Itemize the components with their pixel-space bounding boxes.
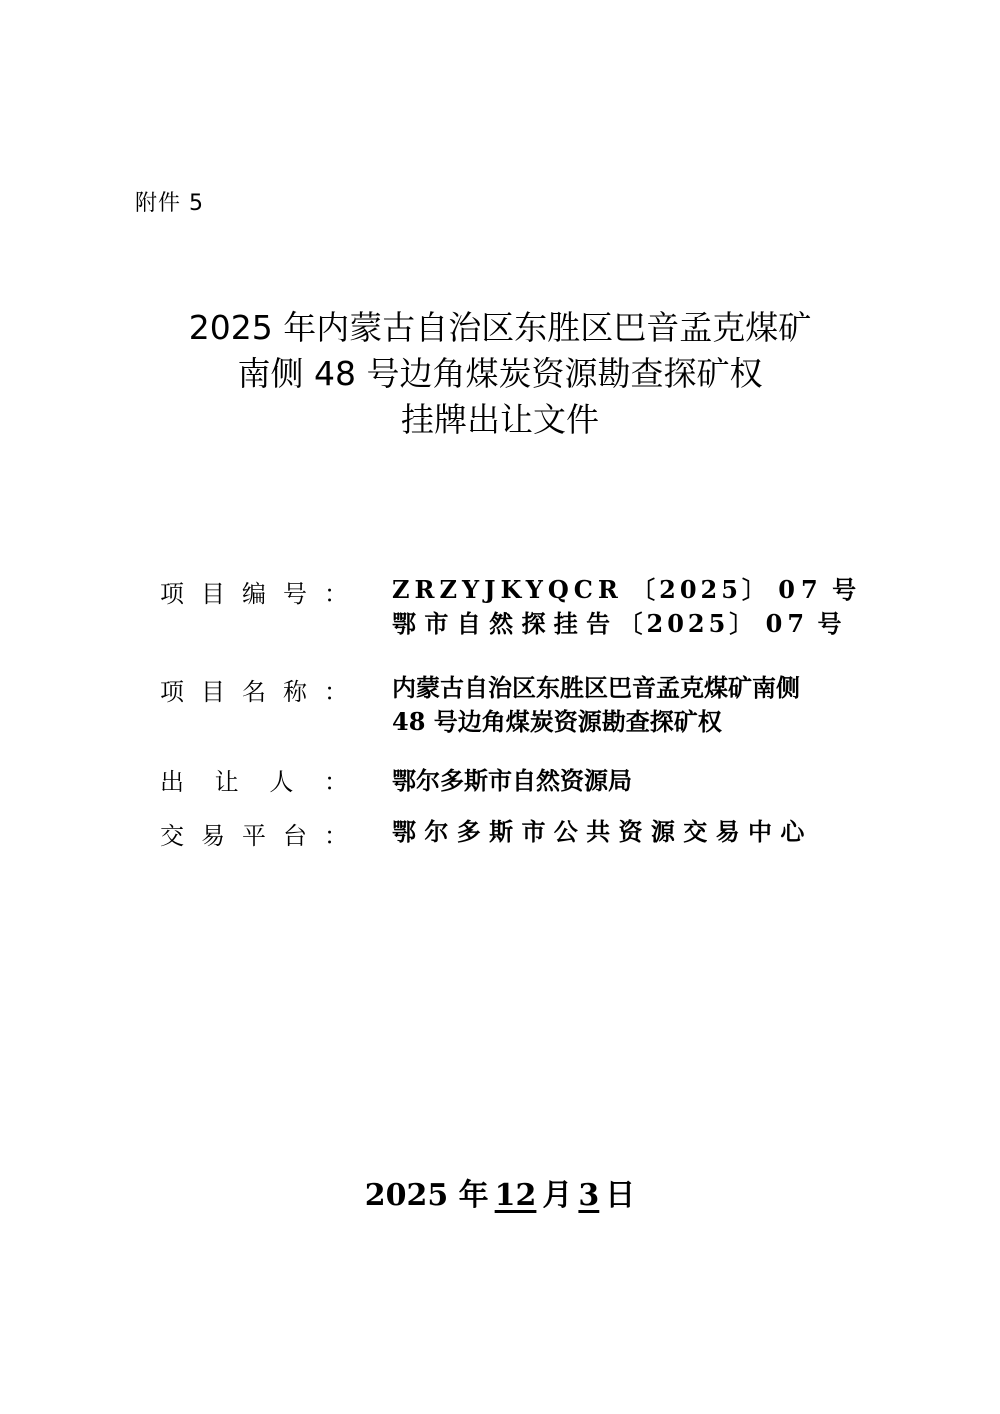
project-number-line-2: 鄂 市 自 然 探 挂 告 〔2025〕 07 号	[392, 609, 842, 638]
date-year-unit: 年	[458, 1178, 489, 1213]
title-line-3: 挂牌出让文件	[401, 400, 599, 439]
date-year: 2025	[364, 1178, 449, 1213]
document-date	[0, 1170, 1000, 1214]
project-number-value	[392, 573, 857, 641]
date-day: 3	[578, 1178, 600, 1213]
project-name-line-1: 内蒙古自治区东胜区巴音孟克煤矿南侧	[392, 673, 800, 702]
title-line-2: 南侧 48 号边角煤炭资源勘查探矿权	[237, 354, 763, 393]
grantor-value: 鄂尔多斯市自然资源局	[392, 766, 632, 795]
platform-value: 鄂 尔 多 斯 市 公 共 资 源 交 易 中 心	[392, 817, 805, 846]
attachment-label: 附件 5	[135, 191, 204, 216]
project-number-line-1: ZRZYJKYQCR 〔2025〕 07 号	[392, 575, 857, 604]
title-line-1: 2025 年内蒙古自治区东胜区巴音孟克煤矿	[188, 308, 812, 347]
project-name-label: 项 目 名 称 ：	[160, 678, 348, 706]
project-number-label: 项 目 编 号 ：	[160, 580, 348, 608]
date-month-unit: 月	[542, 1178, 573, 1213]
document-title	[0, 305, 1000, 443]
project-name-value	[392, 671, 852, 739]
project-name-line-2: 48 号边角煤炭资源勘查探矿权	[392, 707, 722, 736]
platform-label: 交 易 平 台 ：	[160, 822, 348, 850]
grantor-label: 出 让 人 ：	[160, 768, 348, 796]
date-month: 12	[494, 1178, 537, 1213]
date-day-unit: 日	[605, 1178, 636, 1213]
